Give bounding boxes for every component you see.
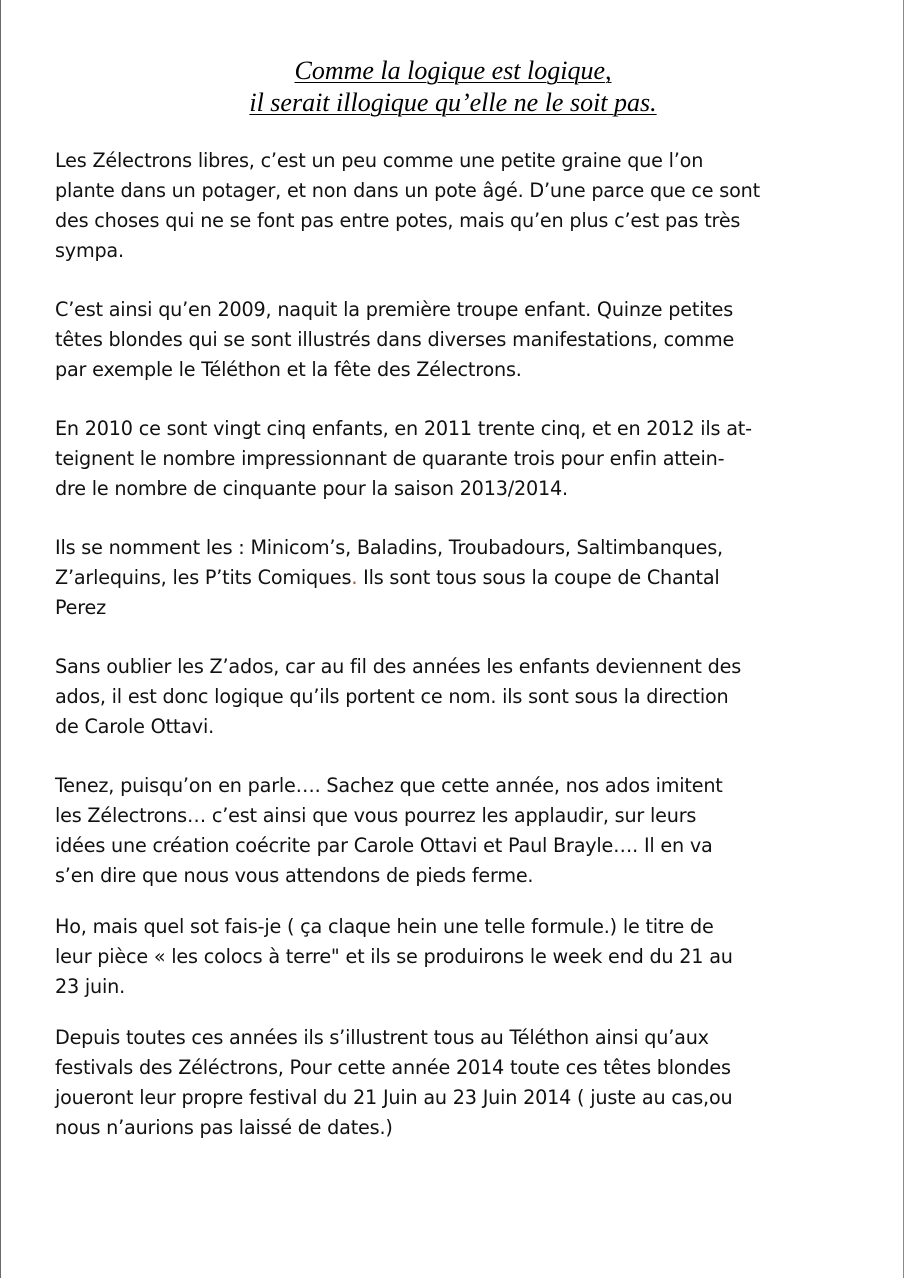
paragraph-creation: Tenez, puisqu’on en parle…. Sachez que cette année, nos ados imitent les Zélectrons… c’est ainsi que vous pourrez les applaudir, sur leurs idées une création coécrite par Carole Ottavi et Paul Brayle…. Il en va s’en dire que nous vous attendons de pieds ferme. (55, 774, 723, 887)
troupe-names-direction: Ils sont tous sous la coupe de Chantal Perez (55, 566, 720, 619)
troupe-names-text: Ils se nomment les : Minicom’s, Baladins, Troubadours, Saltimbanques, Z’arlequins, les P’tits Comiques (55, 536, 723, 589)
paragraph-first-troupe: C’est ainsi qu’en 2009, naquit la première troupe enfant. Quinze petites têtes blondes qui se sont illustrés dans diverses manifestations, comme par exemple le Téléthon et la fête des Zélectrons. (55, 298, 735, 381)
paragraph-troupe-names (55, 533, 855, 623)
document-title (1, 55, 904, 119)
paragraph-zados: Sans oublier les Z’ados, car au fil des années les enfants deviennent des ados, il est donc logique qu’ils portent ce nom. ils sont sous la direction de Carole Ottavi. (55, 655, 742, 738)
paragraph-growth: En 2010 ce sont vingt cinq enfants, en 2011 trente cinq, et en 2012 ils at- teignent le nombre impressionnant de quarante trois pour enfin attein- dre le nombre de cinquante pour la saison 2013/2014. (55, 417, 752, 500)
troupe-names-dot: . (351, 566, 358, 589)
paragraph-festival: Depuis toutes ces années ils s’illustrent tous au Téléthon ainsi qu’aux festivals des Zéléctrons, Pour cette année 2014 toute ces têtes blondes joueront leur propre festival du 21 Juin au 23 Juin 2014 ( juste au cas,ou nous n’aurions pas laissé de dates.) (55, 1026, 733, 1139)
title-line-1: Comme la logique est logique, (294, 56, 612, 85)
paragraph-intro: Les Zélectrons libres, c’est un peu comme une petite graine que l’on plante dans un potager, et non dans un pote âgé. D’une parce que ce sont des choses qui ne se font pas entre potes, mais qu’en plus c’est pas très sympa. (55, 149, 760, 262)
document-body (55, 146, 855, 1172)
paragraph-play-title: Ho, mais quel sot fais-je ( ça claque hein une telle formule.) le titre de leur pièce « les colocs à terre" et ils se produirons le week end du 21 au 23 juin. (55, 915, 733, 998)
title-line-2: il serait illogique qu’elle ne le soit pas. (249, 88, 657, 117)
